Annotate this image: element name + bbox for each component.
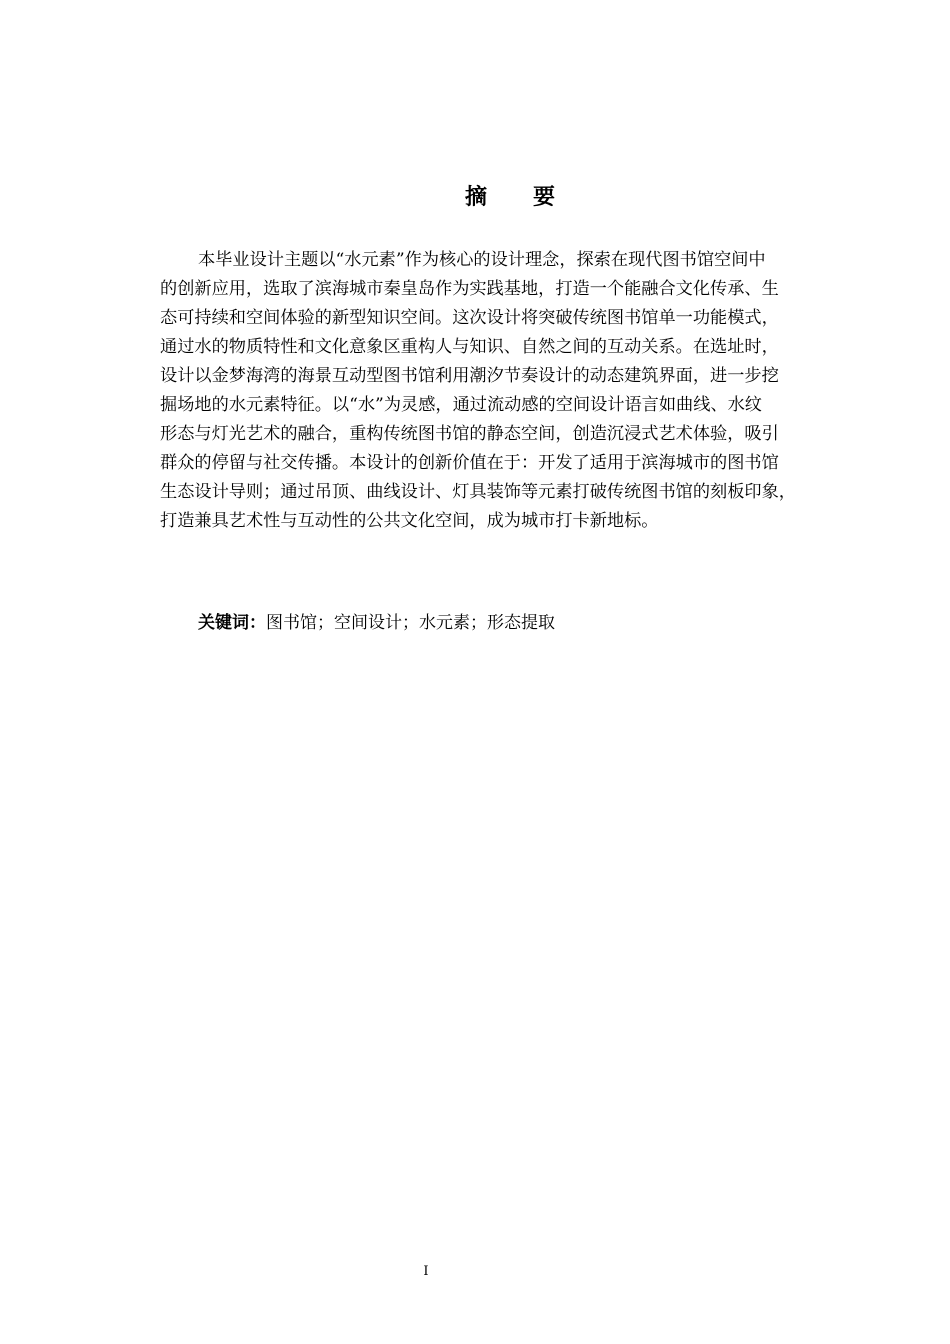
page-number: I bbox=[423, 1264, 429, 1279]
abstract-line: 设计以金梦海湾的海景互动型图书馆利用潮汐节奏设计的动态建筑界面，进一步挖 bbox=[160, 366, 779, 386]
abstract-line: 通过水的物质特性和文化意象区重构人与知识、自然之间的互动关系。在选址时， bbox=[160, 337, 779, 357]
abstract-line: 生态设计导则；通过吊顶、曲线设计、灯具装饰等元素打破传统图书馆的刻板印象， bbox=[160, 482, 796, 502]
title-char-1: 摘 bbox=[464, 185, 487, 210]
abstract-line: 的创新应用，选取了滨海城市秦皇岛作为实践基地，打造一个能融合文化传承、生 bbox=[160, 279, 779, 299]
title-char-2: 要 bbox=[533, 185, 556, 210]
abstract-line: 掘场地的水元素特征。以“水”为灵感，通过流动感的空间设计语言如曲线、水纹 bbox=[160, 395, 762, 415]
keywords-text: 图书馆；空间设计；水元素；形态提取 bbox=[266, 613, 555, 633]
abstract-line: 群众的停留与社交传播。本设计的创新价值在于：开发了适用于滨海城市的图书馆 bbox=[160, 453, 779, 473]
keywords-line bbox=[198, 609, 555, 638]
page-title bbox=[0, 180, 950, 211]
abstract-line: 态可持续和空间体验的新型知识空间。这次设计将突破传统图书馆单一功能模式， bbox=[160, 308, 779, 328]
abstract-body bbox=[160, 246, 860, 536]
keywords-label: 关键词： bbox=[198, 613, 266, 633]
abstract-line: 打造兼具艺术性与互动性的公共文化空间，成为城市打卡新地标。 bbox=[160, 511, 659, 531]
abstract-line: 形态与灯光艺术的融合，重构传统图书馆的静态空间，创造沉浸式艺术体验，吸引 bbox=[160, 424, 779, 444]
abstract-line: 本毕业设计主题以“水元素”作为核心的设计理念，探索在现代图书馆空间中 bbox=[198, 250, 766, 270]
